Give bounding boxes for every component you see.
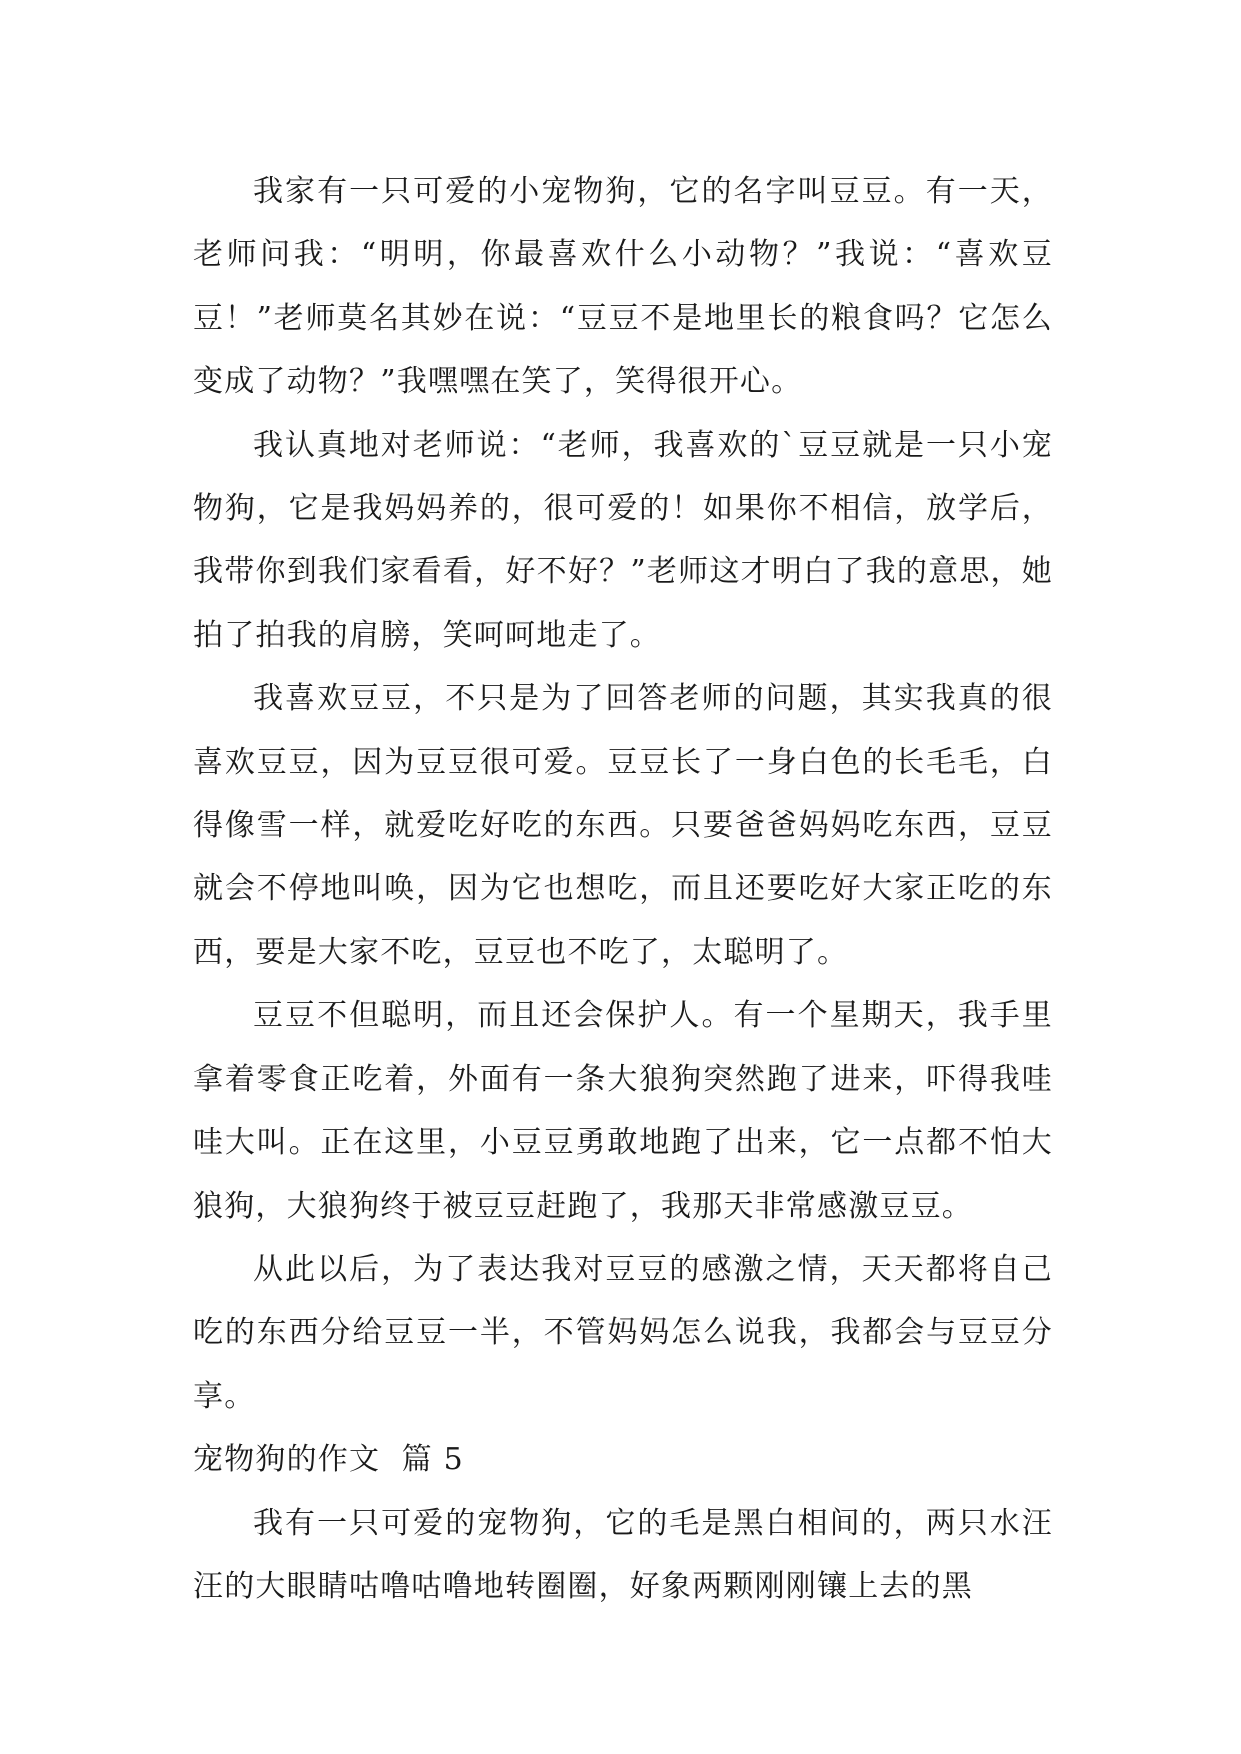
paragraph-doudou-protects: 豆豆不但聪明，而且还会保护人。有一个星期天，我手里拿着零食正吃着，外面有一条大狼狗突然跑了进来，吓得我哇哇大叫。正在这里，小豆豆勇敢地跑了出来，它一点都不怕大狼狗，大狼狗终于被豆豆赶跑了，我那天非常感激豆豆。 <box>193 998 1053 1224</box>
paragraph-explain-to-teacher: 我认真地对老师说：“老师，我喜欢的`豆豆就是一只小宠物狗，它是我妈妈养的，很可爱的！如果你不相信，放学后，我带你到我们家看看，好不好？”老师这才明白了我的意思，她拍了拍我的肩膀，笑呵呵地走了。 <box>193 427 1053 653</box>
document-body <box>193 160 1053 1618</box>
paragraph-essay-5-start: 我有一只可爱的宠物狗，它的毛是黑白相间的，两只水汪汪的大眼睛咕噜咕噜地转圈圈，好象两颗刚刚镶上去的黑 <box>193 1505 1053 1604</box>
paragraph-dog-intro: 我家有一只可爱的小宠物狗，它的名字叫豆豆。有一天，老师问我：“明明，你最喜欢什么小动物？”我说：“喜欢豆豆！”老师莫名其妙在说：“豆豆不是地里长的粮食吗？它怎么变成了动物？”我嘿嘿在笑了，笑得很开心。 <box>193 174 1053 400</box>
paragraph-sharing-food: 从此以后，为了表达我对豆豆的感激之情，天天都将自己吃的东西分给豆豆一半，不管妈妈怎么说我，我都会与豆豆分享。 <box>193 1251 1053 1414</box>
paragraph-why-like-doudou: 我喜欢豆豆，不只是为了回答老师的问题，其实我真的很喜欢豆豆，因为豆豆很可爱。豆豆长了一身白色的长毛毛，白得像雪一样，就爱吃好吃的东西。只要爸爸妈妈吃东西，豆豆就会不停地叫唤，因为它也想吃，而且还要吃好大家正吃的东西，要是大家不吃，豆豆也不吃了，太聪明了。 <box>193 681 1053 970</box>
section-heading: 宠物狗的作文 篇 5 <box>193 1442 464 1478</box>
